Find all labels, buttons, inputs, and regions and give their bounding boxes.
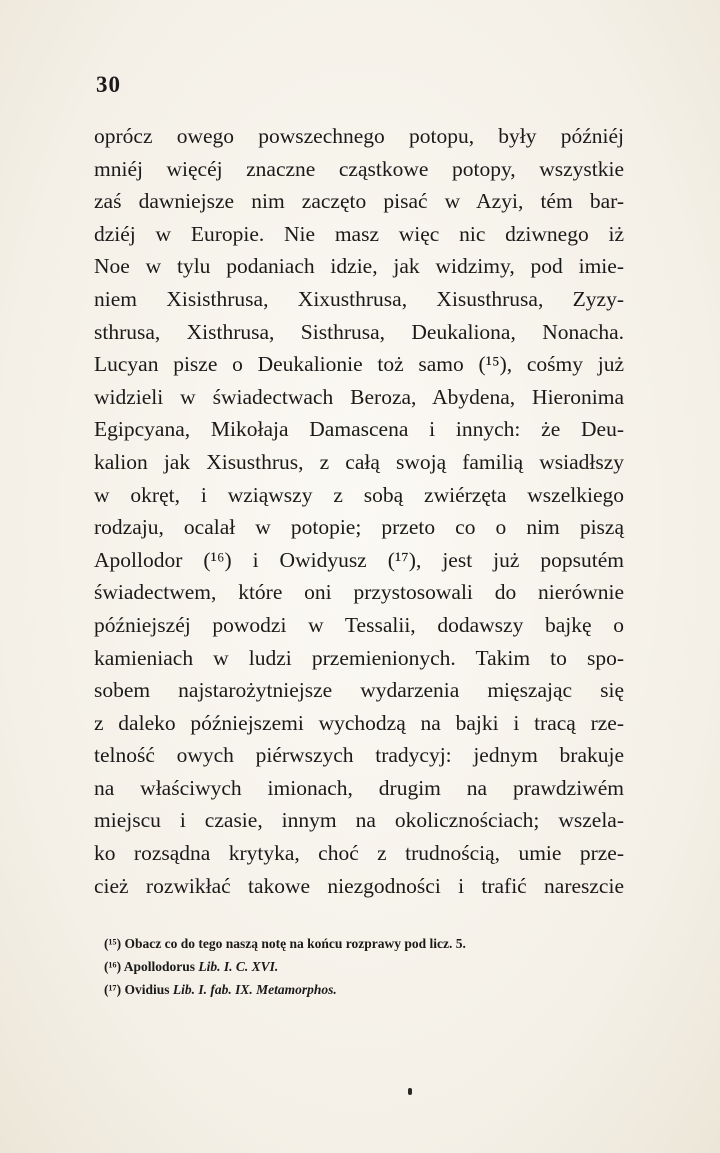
text-line: ko rozsądna krytyka, choć z trudnością, umie prze- bbox=[94, 841, 624, 866]
footnotes bbox=[104, 932, 624, 1001]
text-line: Noe w tylu podaniach idzie, jak widzimy, pod imie- bbox=[94, 254, 624, 279]
footnote-citation: Lib. I. fab. IX. Metamorphos. bbox=[172, 982, 337, 997]
text-line: Lucyan pisze o Deukalionie toż samo (¹⁵), cośmy już bbox=[94, 352, 624, 377]
text-line: rodzaju, ocalał w potopie; przeto co o nim piszą bbox=[94, 515, 624, 540]
text-line: w okręt, i wziąwszy z sobą zwiérzęta wszelkiego bbox=[94, 482, 624, 507]
footnote-16 bbox=[104, 955, 624, 978]
text-line: oprócz owego powszechnego potopu, były późniéj bbox=[94, 124, 624, 148]
footnote-text: Obacz co do tego naszą notę na końcu rozprawy pod licz. 5. bbox=[124, 936, 466, 951]
text-line: kalion jak Xisusthrus, z całą swoją familią wsiadłszy bbox=[94, 449, 624, 474]
footnote-marker: (¹⁶) bbox=[104, 959, 122, 974]
text-line: sobem najstarożytniejsze wydarzenia mięszając się bbox=[94, 678, 624, 703]
footnote-citation: Lib. I. C. XVI. bbox=[198, 959, 279, 974]
footnote-text: Apollodorus bbox=[123, 959, 196, 974]
text-line: Egipcyana, Mikołaja Damascena i innych: że Deu- bbox=[94, 417, 624, 442]
text-line: z daleko późniejszemi wychodzą na bajki i tracą rze- bbox=[94, 710, 624, 735]
text-line: mniéj więcéj znaczne cząstkowe potopy, wszystkie bbox=[94, 156, 624, 181]
text-line: dziéj w Europie. Nie masz więc nic dziwnego iż bbox=[94, 221, 624, 246]
footnote-marker: (¹⁷) bbox=[104, 982, 122, 997]
ink-mark bbox=[408, 1088, 412, 1095]
text-line: telność owych piérwszych tradycyj: jednym brakuje bbox=[94, 743, 624, 768]
body-text bbox=[94, 120, 624, 902]
footnote-text: Ovidius bbox=[124, 982, 170, 997]
text-line: cież rozwikłać takowe niezgodności i trafić nareszcie bbox=[94, 873, 624, 898]
footnote-marker: (¹⁵) bbox=[104, 936, 122, 951]
text-line: widzieli w świadectwach Beroza, Abydena, Hieronima bbox=[94, 384, 624, 409]
text-line: na właściwych imionach, drugim na prawdziwém bbox=[94, 775, 624, 800]
text-line: miejscu i czasie, innym na okolicznościach; wszela- bbox=[94, 808, 624, 833]
text-line: późniejszéj powodzi w Tessalii, dodawszy bajkę o bbox=[94, 612, 624, 637]
page-number: 30 bbox=[96, 72, 121, 97]
text-line: zaś dawniejsze nim zaczęto pisać w Azyi, tém bar- bbox=[94, 189, 624, 214]
footnote-17 bbox=[104, 978, 624, 1001]
text-line: kamieniach w ludzi przemienionych. Takim to spo- bbox=[94, 645, 624, 670]
text-line: sthrusa, Xisthrusa, Sisthrusa, Deukaliona, Nonacha. bbox=[94, 319, 624, 344]
footnote-15 bbox=[104, 932, 624, 955]
text-line: świadectwem, które oni przystosowali do nierównie bbox=[94, 580, 624, 605]
text-line: Apollodor (¹⁶) i Owidyusz (¹⁷), jest już popsutém bbox=[94, 547, 624, 572]
text-line: niem Xisisthrusa, Xixusthrusa, Xisusthrusa, Zyzy- bbox=[94, 286, 624, 311]
